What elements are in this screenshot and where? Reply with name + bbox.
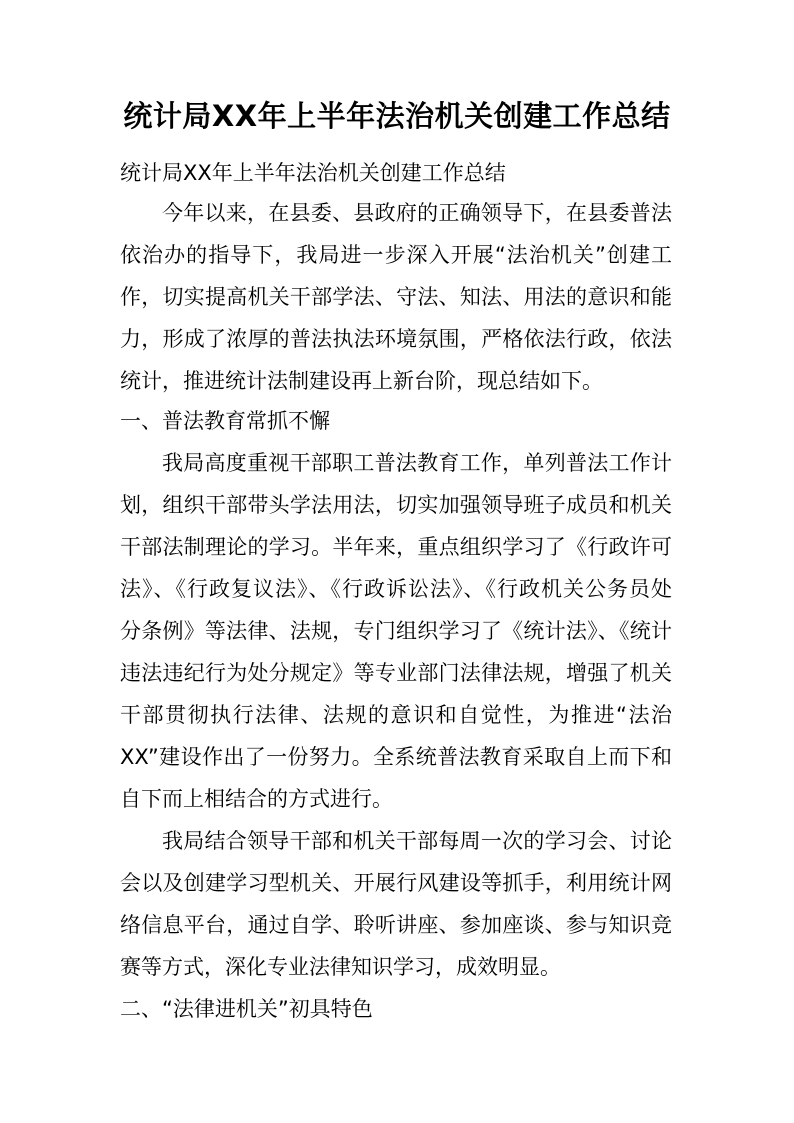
section1-para1-line: 违法违纪行为处分规定》等专业部门法律法规，增强了机关 [120, 661, 672, 685]
document-title: 统计局XX年上半年法治机关创建工作总结 [123, 99, 671, 133]
document-subtitle: 统计局XX年上半年法治机关创建工作总结 [120, 161, 506, 185]
section1-para2-line: 会以及创建学习型机关、开展行风建设等抓手，利用统计网 [120, 871, 672, 895]
intro-line: 统计，推进统计法制建设再上新台阶，现总结如下。 [120, 369, 603, 393]
section1-para1-line: 法》、《行政复议法》、《行政诉讼法》、《行政机关公务员处 [120, 577, 672, 601]
section1-para1-line: 干部法制理论的学习。半年来，重点组织学习了《行政许可 [120, 535, 672, 559]
section1-para1-line: 我局高度重视干部职工普法教育工作，单列普法工作计 [162, 451, 672, 475]
intro-line: 力，形成了浓厚的普法执法环境氛围，严格依法行政，依法 [120, 327, 672, 351]
intro-line: 作，切实提高机关干部学法、守法、知法、用法的意识和能 [120, 285, 672, 309]
intro-line: 今年以来，在县委、县政府的正确领导下，在县委普法 [162, 201, 672, 225]
section1-para2-line: 我局结合领导干部和机关干部每周一次的学习会、讨论 [162, 829, 672, 853]
section1-para1-line: XX”建设作出了一份努力。全系统普法教育采取自上而下和 [120, 745, 672, 769]
section1-para2-line: 赛等方式，深化专业法律知识学习，成效明显。 [120, 955, 561, 979]
section-heading: 二、“法律进机关”初具特色 [120, 997, 373, 1021]
intro-line: 依治办的指导下，我局进一步深入开展“法治机关”创建工 [120, 243, 672, 267]
section1-para1-line: 划，组织干部带头学法用法，切实加强领导班子成员和机关 [120, 493, 672, 517]
section1-para1-line: 干部贯彻执行法律、法规的意识和自觉性，为推进“法治 [120, 703, 672, 727]
section1-para1-line: 分条例》等法律、法规，专门组织学习了《统计法》、《统计 [120, 619, 672, 643]
section1-para1-line: 自下而上相结合的方式进行。 [120, 787, 393, 811]
section1-para2-line: 络信息平台，通过自学、聆听讲座、参加座谈、参与知识竞 [120, 913, 672, 937]
section-heading: 一、普法教育常抓不懈 [120, 409, 330, 433]
